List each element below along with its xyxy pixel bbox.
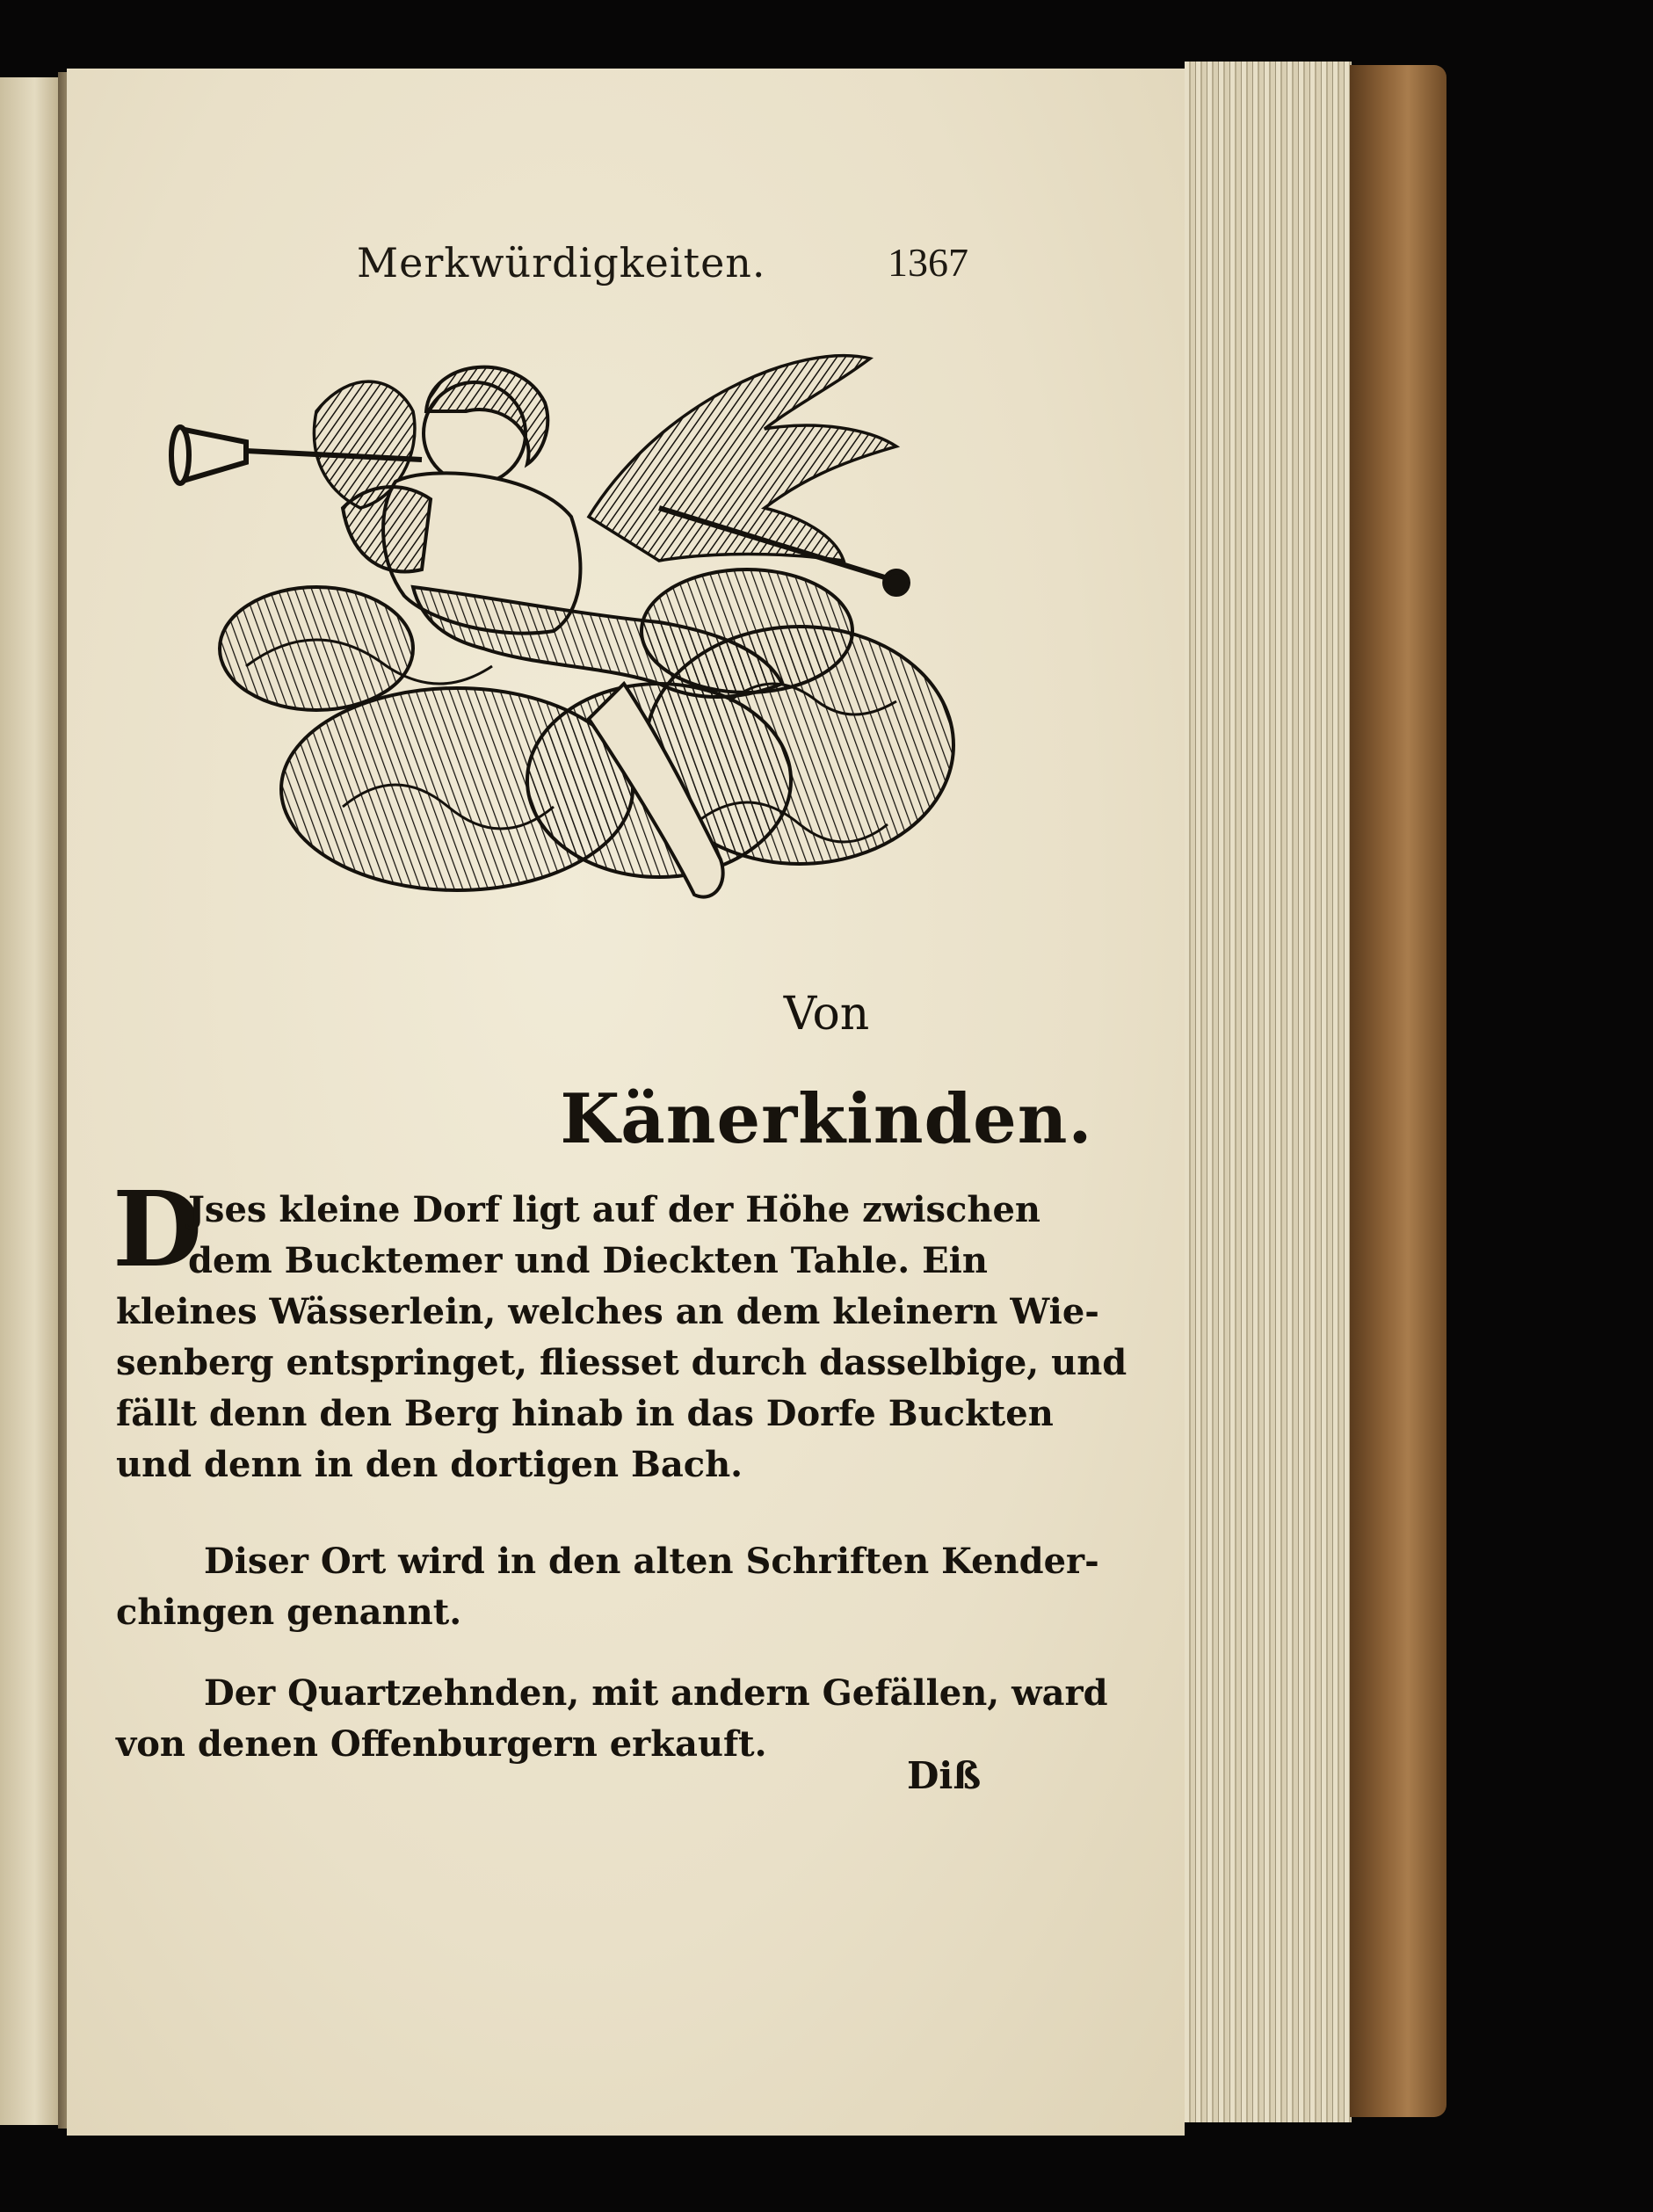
text-line: Diser Ort wird in den alten Schriften Kender- [204, 1541, 1099, 1582]
text-line: und denn in den dortigen Bach. [116, 1444, 743, 1485]
paragraph-1 [116, 1185, 1127, 1490]
page-number: 1367 [888, 240, 968, 285]
text-line: Der Quartzehnden, mit andern Gefällen, ward [204, 1672, 1108, 1714]
text-line: senberg entspringet, fliesset durch dasselbige, und [116, 1342, 1127, 1383]
paragraph-2 [116, 1536, 1099, 1638]
drop-initial: D [112, 1168, 203, 1290]
paragraph-3 [116, 1668, 1108, 1770]
text-line: Jses kleine Dorf ligt auf der Höhe zwischen [188, 1189, 1040, 1230]
text-line: dem Bucktemer und Dieckten Tahle. Ein [188, 1240, 988, 1281]
text-line: fällt denn den Berg hinab in das Dorfe Buckten [116, 1393, 1054, 1434]
text-line: kleines Wässerlein, welches an dem kleinern Wie- [116, 1291, 1099, 1332]
angel-with-trumpet-woodcut-icon [167, 332, 984, 947]
catchword: Diß [907, 1754, 982, 1797]
chapter-title: Känerkinden. [560, 1079, 1093, 1159]
text-line: von denen Offenburgern erkauft. [116, 1723, 767, 1765]
text-line: chingen genannt. [116, 1592, 462, 1633]
heading-von: Von [783, 988, 870, 1041]
running-head: Merkwürdigkeiten. [357, 239, 766, 286]
